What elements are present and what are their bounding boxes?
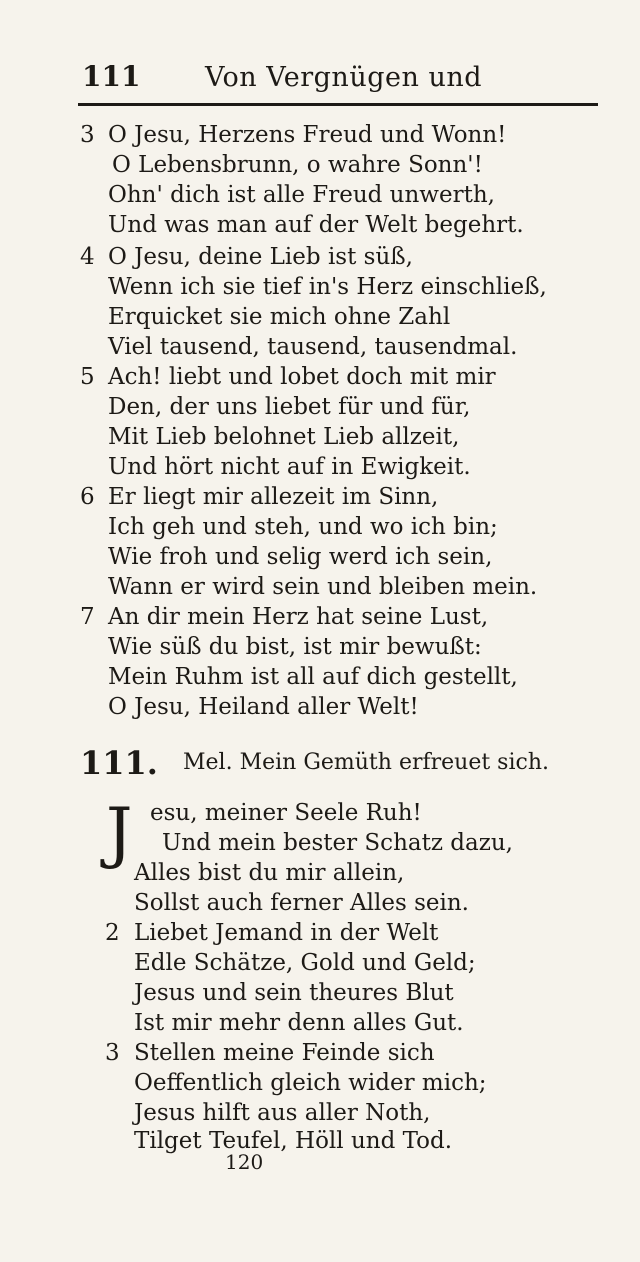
- verse-line: O Lebensbrunn, o wahre Sonn'!: [112, 152, 483, 178]
- verse-line: O Jesu, Heiland aller Welt!: [108, 694, 419, 720]
- running-title: Von Vergnügen und: [205, 62, 483, 93]
- verse-line: Oeffentlich gleich wider mich;: [134, 1070, 487, 1096]
- stanza-number: 6: [80, 484, 95, 510]
- stanza-number: 3: [80, 122, 95, 148]
- verse-line: Er liegt mir allezeit im Sinn,: [108, 484, 439, 510]
- verse-line: Und mein bester Schatz dazu,: [162, 830, 513, 856]
- verse-line: Wie süß du bist, ist mir bewußt:: [108, 634, 482, 660]
- verse-line: Erquicket sie mich ohne Zahl: [108, 304, 451, 330]
- melody-line: Mel. Mein Gemüth erfreuet sich.: [183, 750, 549, 775]
- verse-line: Viel tausend, tausend, tausendmal.: [108, 334, 518, 360]
- header-rule: [78, 103, 598, 106]
- verse-line: Ist mir mehr denn alles Gut.: [134, 1010, 464, 1036]
- verse-line: Ich geh und steh, und wo ich bin;: [108, 514, 498, 540]
- verse-line: Mein Ruhm ist all auf dich gestellt,: [108, 664, 518, 690]
- verse-line: Wenn ich sie tief in's Herz einschließ,: [108, 274, 547, 300]
- verse-line: O Jesu, deine Lieb ist süß,: [108, 244, 413, 270]
- stanza-number: 2: [105, 920, 120, 946]
- stanza-number: 4: [80, 244, 95, 270]
- verse-line: Jesus und sein theures Blut: [134, 980, 454, 1006]
- verse-line: Den, der uns liebet für und für,: [108, 394, 471, 420]
- verse-line: Und hört nicht auf in Ewigkeit.: [108, 454, 471, 480]
- verse-line: Und was man auf der Welt begehrt.: [108, 212, 524, 238]
- verse-line: Edle Schätze, Gold und Geld;: [134, 950, 476, 976]
- verse-line: Ohn' dich ist alle Freud unwerth,: [108, 182, 495, 208]
- running-header: [70, 60, 600, 100]
- verse-line: O Jesu, Herzens Freud und Wonn!: [108, 122, 507, 148]
- hymn-number: 111.: [80, 744, 158, 782]
- verse-line: Wann er wird sein und bleiben mein.: [108, 574, 538, 600]
- verse-line: esu, meiner Seele Ruh!: [150, 800, 422, 826]
- verse-line: Stellen meine Feinde sich: [134, 1040, 435, 1066]
- verse-line: An dir mein Herz hat seine Lust,: [108, 604, 489, 630]
- verse-line: Mit Lieb belohnet Lieb allzeit,: [108, 424, 460, 450]
- verse-line: Jesus hilft aus aller Noth,: [134, 1100, 431, 1126]
- verse-line: Sollst auch ferner Alles sein.: [134, 890, 469, 916]
- header-page-number: 111: [82, 60, 141, 93]
- stanza-number: 5: [80, 364, 95, 390]
- verse-line: Tilget Teufel, Höll und Tod.: [134, 1128, 453, 1154]
- stanza-number: 7: [80, 604, 95, 630]
- verse-line: Liebet Jemand in der Welt: [134, 920, 439, 946]
- footer-page-number: 120: [225, 1150, 264, 1174]
- verse-line: Alles bist du mir allein,: [134, 860, 405, 886]
- verse-line: Ach! liebt und lobet doch mit mir: [108, 364, 496, 390]
- drop-cap: J: [106, 794, 133, 871]
- verse-line: Wie froh und selig werd ich sein,: [108, 544, 493, 570]
- stanza-number: 3: [105, 1040, 120, 1066]
